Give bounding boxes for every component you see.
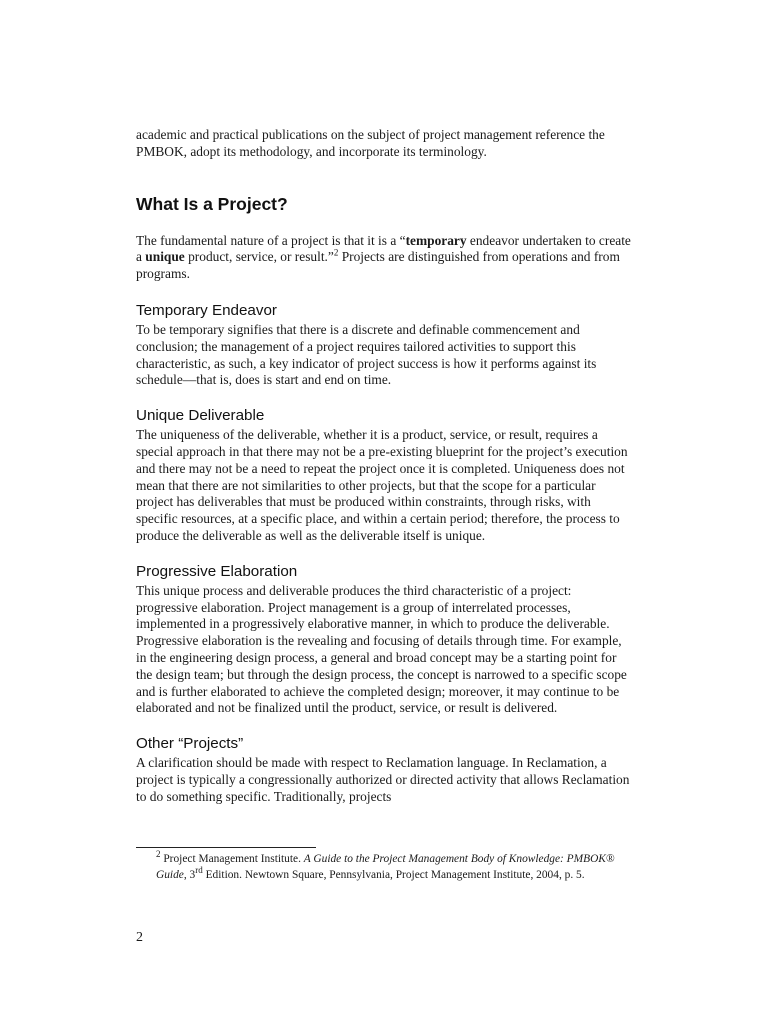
footnote: [136, 849, 632, 883]
definition-tail: Projects are distinguished from operations and from programs.: [136, 249, 620, 282]
section-body-temporary: To be temporary signifies that there is a discrete and definable commencement and conclusion; the management of a project requires tailored activities to support this characteristic, as such, a key indicator of project success is how it performs against its schedule—that is, does is start and end on time.: [136, 321, 597, 388]
footnote-text: [136, 849, 632, 883]
footnote-title: A Guide to the Project Management Body of Knowledge: PMBOK® Guide: [156, 853, 615, 881]
footnote-org: Project Management Institute.: [160, 853, 304, 865]
footnote-edition-sup: rd: [195, 864, 203, 875]
intro-paragraph: academic and practical publications on the subject of project management reference the PMBOK, adopt its methodology, and incorporate its terminology.: [136, 127, 605, 159]
section-body-unique: The uniqueness of the deliverable, whether it is a product, service, or result, requires a special approach in that there may not be a pre-existing blueprint for the project’s execution and there may not be a need to repeat the project once it is completed. Uniqueness does not mean that there are not similarities to other projects, but that the scope for a particular project has deliverables that must be produced within constraints, through risks, with specific resources, at a specific place, and within a certain period; therefore, the process to produce the deliverable as well as the deliverable itself is unique.: [136, 427, 628, 543]
footnote-divider: [136, 847, 316, 848]
definition-post: product, service, or result.”: [184, 249, 334, 265]
definition-mid: endeavor undertaken to create a: [136, 232, 631, 265]
section-heading-temporary: Temporary Endeavor: [136, 301, 277, 319]
section-body-other: A clarification should be made with respect to Reclamation language. In Reclamation, a project is typically a congressionally authorized or directed activity that allows Reclamation to do something specific. Traditionally, projects: [136, 755, 630, 804]
definition-paragraph: [136, 233, 632, 283]
definition-pre: The fundamental nature of a project is that it is a “: [136, 232, 406, 248]
section-heading-unique: Unique Deliverable: [136, 407, 265, 425]
page-number: 2: [136, 930, 143, 945]
page-title: What Is a Project?: [136, 193, 288, 214]
footnote-number: 2: [156, 849, 161, 860]
document-body: [136, 127, 632, 806]
section-heading-progressive: Progressive Elaboration: [136, 562, 298, 580]
term-unique: unique: [145, 249, 185, 265]
footnote-ref[interactable]: 2: [333, 247, 339, 258]
section-heading-other: Other “Projects”: [136, 735, 244, 753]
section-body-progressive: This unique process and deliverable produces the third characteristic of a project: progressive elaboration. Project management is a group of interrelated processes, implemented in a progressively elaborative manner, in which to produce the deliverable. Progressive elaboration is the revealing and focusing of details through time. For example, in the engineering design process, a general and broad concept may be a starting point for the design team; but through the design process, the concept is narrowed to a specific scope and is further elaborated to achieve the completed design; moreover, it may continue to be elaborated and not be finalized until the product, service, or result is delivered.: [136, 582, 627, 716]
footnote-rest: Edition. Newtown Square, Pennsylvania, Project Management Institute, 2004, p. 5.: [202, 868, 585, 881]
term-temporary: temporary: [405, 232, 467, 248]
footnote-comma: , 3: [183, 868, 196, 881]
